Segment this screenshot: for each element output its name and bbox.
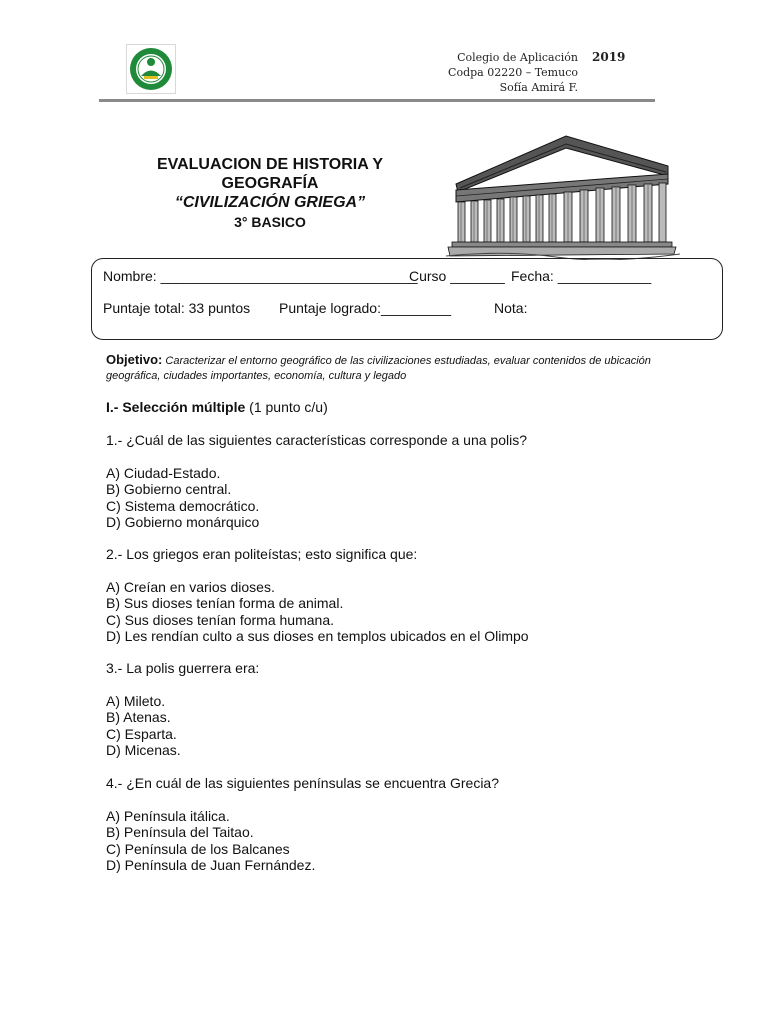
answer-option[interactable]: C) Sistema democrático. bbox=[106, 497, 260, 514]
achieved-score-field[interactable]: Puntaje logrado:_________ bbox=[279, 300, 452, 316]
answer-option[interactable]: C) Esparta. bbox=[106, 725, 177, 742]
year: 2019 bbox=[592, 50, 626, 64]
exam-title bbox=[130, 155, 410, 232]
parthenon-illustration bbox=[446, 126, 680, 260]
answer-option[interactable]: B) Península del Taitao. bbox=[106, 824, 254, 840]
student-name-field[interactable]: Nombre: _________________________________ bbox=[103, 268, 418, 284]
answer-option[interactable]: A) Mileto. bbox=[106, 692, 166, 709]
question bbox=[106, 775, 706, 874]
question bbox=[106, 546, 706, 645]
question-stem: 4.- ¿En cuál de las siguientes penínsulas se encuentra Grecia? bbox=[106, 775, 500, 791]
objective-label: Objetivo: bbox=[106, 352, 163, 367]
teacher-name: Sofía Amirá F. bbox=[499, 81, 578, 94]
school-code: Codpa 02220 – Temuco bbox=[448, 66, 578, 79]
course-field[interactable]: Curso _______ bbox=[409, 268, 505, 284]
answer-option[interactable]: C) Península de los Balcanes bbox=[106, 840, 290, 857]
total-score: Puntaje total: 33 puntos bbox=[103, 300, 251, 316]
question-stem: 2.- Los griegos eran politeístas; esto significa que: bbox=[106, 546, 418, 562]
answer-option[interactable]: B) Atenas. bbox=[106, 709, 171, 725]
header-divider bbox=[99, 99, 655, 102]
exam-subtitle: “CIVILIZACIÓN GRIEGA” bbox=[174, 194, 366, 211]
title-line-1: EVALUACION DE HISTORIA Y bbox=[156, 156, 384, 173]
section-title: I.- Selección múltiple bbox=[106, 399, 246, 415]
question-stem: 1.- ¿Cuál de las siguientes características corresponde a una polis? bbox=[106, 432, 527, 448]
question bbox=[106, 432, 706, 531]
answer-option[interactable]: D) Península de Juan Fernández. bbox=[106, 857, 316, 873]
school-name: Colegio de Aplicación bbox=[457, 51, 578, 64]
answer-option[interactable]: D) Les rendían culto a sus dioses en templos ubicados en el Olimpo bbox=[106, 628, 529, 644]
answer-option[interactable]: D) Gobierno monárquico bbox=[106, 514, 260, 530]
answer-option[interactable]: A) Península itálica. bbox=[106, 807, 230, 824]
answer-option[interactable]: A) Creían en varios dioses. bbox=[106, 578, 275, 595]
answer-option[interactable]: C) Sus dioses tenían forma humana. bbox=[106, 611, 335, 628]
grade-level: 3° BASICO bbox=[234, 214, 306, 230]
section-heading bbox=[106, 399, 328, 415]
title-line-2: GEOGRAFÍA bbox=[221, 175, 319, 192]
question-stem: 3.- La polis guerrera era: bbox=[106, 660, 260, 676]
objective-text: Caracterizar el entorno geográfico de las civilizaciones estudiadas, evaluar contenidos de ubicación geográfica, ciudades importantes, economía, cultura y legado bbox=[106, 355, 651, 382]
question bbox=[106, 660, 706, 759]
grade-field[interactable]: Nota: bbox=[494, 300, 528, 316]
answer-option[interactable]: D) Micenas. bbox=[106, 742, 181, 758]
answer-option[interactable]: A) Ciudad-Estado. bbox=[106, 464, 221, 481]
date-field[interactable]: Fecha: ____________ bbox=[511, 268, 652, 284]
school-logo bbox=[126, 44, 176, 94]
section-points: (1 punto c/u) bbox=[249, 399, 328, 415]
school-info bbox=[448, 50, 578, 95]
answer-option[interactable]: B) Sus dioses tenían forma de animal. bbox=[106, 595, 344, 611]
objective bbox=[106, 352, 666, 384]
answer-option[interactable]: B) Gobierno central. bbox=[106, 481, 232, 497]
